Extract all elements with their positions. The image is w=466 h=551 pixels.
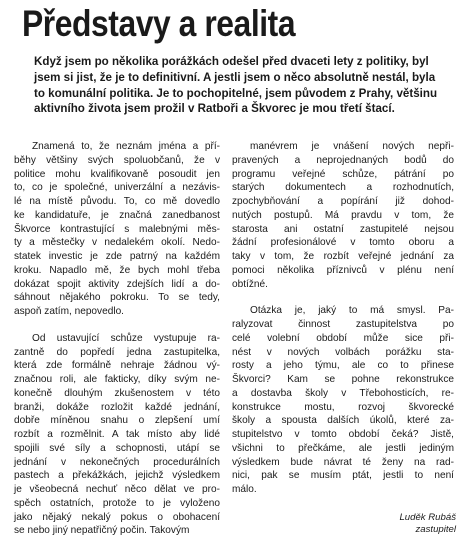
text-line: pravených a neprojednaných bodů do [232,154,454,166]
text-line: ke kandidatuře, je značná zanedbanost [14,209,220,221]
text-line: ty a městečky v nedalekém okolí. Nedo- [14,237,220,249]
text-line: stupitelstvo v tomto období čeká? Jistě, [232,429,454,440]
text-line: rosty a jeho týmu, ale co to přinese [232,360,454,372]
author-role: zastupitel [415,524,456,535]
text-line: spěch ostatních, protože to je vyloženo [14,497,220,509]
text-line: výsledkem bude návrat té ženy na rad- [232,456,454,468]
text-line: rozbít a rozmělnit. A tak místo aby lidé [14,429,220,440]
author-name: Luděk Rubáš [399,512,456,523]
text-line: sáhnout nějakého pokroku. To se tedy, [14,292,220,304]
text-line: nutých postupů. Má pravdu v tom, že [232,209,454,221]
text-line: nést v nových volbách porážku sta- [232,346,454,358]
text-line: jako nějaký nekalý pokus o obohacení [14,511,220,523]
text-line: Škvorci? Kam se pohne rekonstrukce [232,374,454,385]
text-line: pomoci několika příznivců v plénu není [232,264,454,276]
article-title: Představy a realita [22,3,296,44]
text-line: taky v tom, že rozbít veřejné jednání za [232,251,454,262]
text-line: a dostavba školy v Třebohosticích, re- [232,387,454,399]
paragraph [232,304,454,497]
text-line: zpochybňování a popírání již dohod- [232,196,454,207]
text-line: Od ustavující schůze vystupuje ra- [32,332,220,344]
paragraph [14,332,220,538]
lead-line: aktivního života jsem prožil v Ratboři a Škvorec je mou třetí štací. [34,102,395,116]
text-line: školy a spousta dalších úkolů, které za- [232,415,454,427]
text-line: aspoň zatím, nepovedlo. [14,306,124,317]
text-line: málo. [232,484,257,495]
text-line: celé volební období může sice při- [232,332,454,344]
lead-line: jsem si jist, že je to definitivní. A jestli jsem o něco absolutně nestál, byla [34,70,436,84]
text-line: spojili své síly a schopnosti, utápí se [14,442,220,454]
paragraph [232,140,454,291]
text-line: starosta ani ostatní zastupitelé nejsou [232,223,454,235]
text-line: manévrem je vnášení nových nepři- [250,141,454,152]
right-column [232,140,454,510]
text-line: branži, dokáže rozložit každé jednání, [14,401,220,413]
text-line: nici, pak se musím ptát, jestli to není [232,470,454,482]
text-line: pastech a překážkách, jejichž výsledkem [14,470,220,482]
text-line: Škvorce kontrastující s malebnými měs- [14,223,220,235]
text-line: lé na místě původu. To, co mě dovedlo [14,196,220,207]
text-line: se nebo jiný nepatřičný počin. Takovým [14,525,190,537]
text-line: obtížné. [232,278,268,290]
left-column [14,140,220,551]
article-lead [34,54,452,117]
text-line: jednání v nekonečných procedurálních [14,456,220,468]
text-line: konstrukce mostu, rozvoj škvorecké [232,401,454,413]
text-line: programu veřejné schůze, pátrání po [232,168,454,180]
text-line: starých dokumentech a rozhodnutích, [232,182,454,194]
text-line: je všeobecná nechuť něco dělat ve pro- [14,484,220,495]
text-line: statek investic je zde patrný na každém [14,251,220,262]
text-line: dokázat spojit aktivity zdejších lidí a do- [14,278,220,290]
text-line: Otázka je, jaký to má smysl. Pa- [250,305,454,317]
text-line: politice mohu kvalifikovaně posoudit jen [14,168,220,180]
text-line: zantně do popředí jedna zastupitelka, [14,346,220,358]
paragraph [14,140,220,319]
signature [399,512,456,536]
text-line: dobře míněnou snahu o zlepšení umí [14,415,220,427]
lead-line: to komunální politika. Je to pochopitelné, jsem původem z Prahy, většinu [34,86,438,100]
text-line: konečně dlouhým zkušenostem v této [14,387,220,399]
text-line: značnou roli, ale fakticky, díky svým ne- [14,374,220,385]
text-line: která zde formálně nehraje žádnou vý- [14,360,220,372]
text-line: Znamená to, že neznám jména a pří- [32,141,220,152]
text-line: všichni to přečkáme, ale jestli jediným [232,442,454,454]
lead-line: Když jsem po několika porážkách odešel před dvaceti lety z politiky, byl [34,55,429,68]
text-line: ralyzovat činnost zastupitelstva po [232,319,454,330]
text-line: kroku. Napadlo mě, že bych mohl třeba [14,264,220,276]
text-line: běhy většiny svých spoluobčanů, že v [14,154,220,166]
text-line: to, co je společné, univerzální a nezávis- [14,182,220,194]
text-line: žádní profesionálové v tomto oboru a [232,237,454,249]
